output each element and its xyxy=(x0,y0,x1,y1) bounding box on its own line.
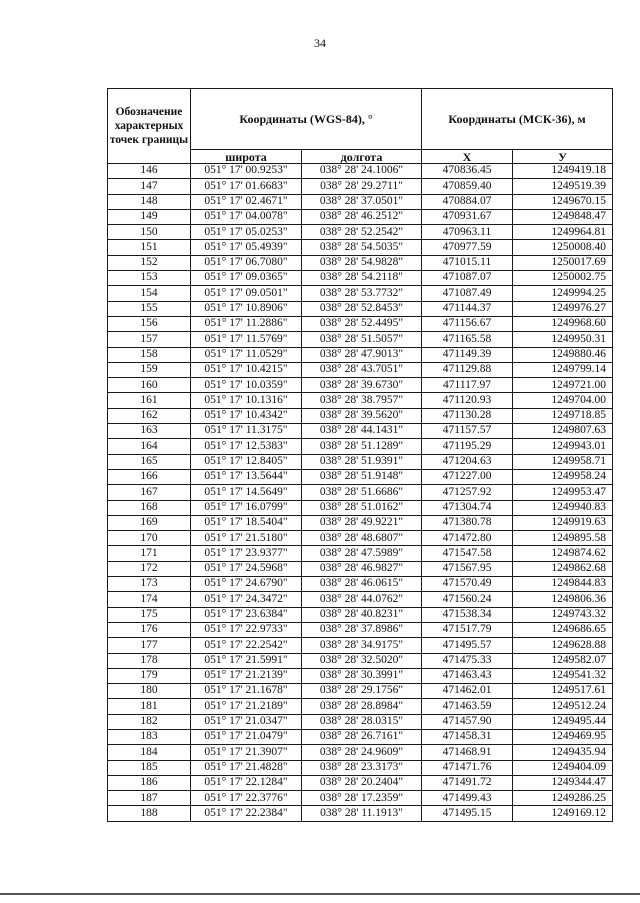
latitude-cell: 051° 17' 21.5991" xyxy=(191,653,302,668)
point-id-cell: 172 xyxy=(108,561,191,576)
page-number: 34 xyxy=(314,36,326,50)
latitude-cell: 051° 17' 16.0799" xyxy=(191,500,302,515)
x-cell: 471463.59 xyxy=(422,699,513,714)
longitude-cell: 038° 28' 47.9013" xyxy=(302,347,422,362)
point-id-cell: 157 xyxy=(108,332,191,347)
table-row xyxy=(108,469,613,484)
point-id-cell: 167 xyxy=(108,485,191,500)
y-cell: 1249519.39 xyxy=(513,179,613,194)
longitude-cell: 038° 28' 54.5035" xyxy=(302,240,422,255)
x-cell: 471462.01 xyxy=(422,684,513,699)
y-cell: 1249950.31 xyxy=(513,332,613,347)
point-id-cell: 181 xyxy=(108,699,191,714)
x-cell: 471495.15 xyxy=(422,806,513,821)
longitude-cell: 038° 28' 49.9221" xyxy=(302,515,422,530)
latitude-cell: 051° 17' 06.7080" xyxy=(191,255,302,270)
point-id-cell: 178 xyxy=(108,653,191,668)
y-cell: 1249994.25 xyxy=(513,286,613,301)
x-cell: 471560.24 xyxy=(422,592,513,607)
table-body xyxy=(108,164,613,822)
point-id-cell: 150 xyxy=(108,225,191,240)
x-cell: 470859.40 xyxy=(422,179,513,194)
latitude-cell: 051° 17' 22.1284" xyxy=(191,775,302,790)
y-cell: 1249964.81 xyxy=(513,225,613,240)
table-row xyxy=(108,653,613,668)
y-cell: 1249940.83 xyxy=(513,500,613,515)
y-cell: 1249919.63 xyxy=(513,515,613,530)
x-cell: 471475.33 xyxy=(422,653,513,668)
point-id-cell: 183 xyxy=(108,729,191,744)
x-cell: 471204.63 xyxy=(422,454,513,469)
latitude-cell: 051° 17' 24.6790" xyxy=(191,577,302,592)
y-cell: 1249435.94 xyxy=(513,745,613,760)
y-cell: 1249541.32 xyxy=(513,668,613,683)
x-cell: 471120.93 xyxy=(422,393,513,408)
longitude-cell: 038° 28' 29.1756" xyxy=(302,684,422,699)
x-cell: 471117.97 xyxy=(422,378,513,393)
x-cell: 471499.43 xyxy=(422,791,513,806)
latitude-cell: 051° 17' 21.2139" xyxy=(191,668,302,683)
latitude-cell: 051° 17' 11.0529" xyxy=(191,347,302,362)
point-id-cell: 177 xyxy=(108,638,191,653)
point-id-cell: 184 xyxy=(108,745,191,760)
table-row xyxy=(108,378,613,393)
latitude-cell: 051° 17' 10.4342" xyxy=(191,408,302,423)
y-cell: 1249344.47 xyxy=(513,775,613,790)
x-cell: 471547.58 xyxy=(422,546,513,561)
table-row xyxy=(108,164,613,179)
y-cell: 1249721.00 xyxy=(513,378,613,393)
point-id-cell: 146 xyxy=(108,164,191,179)
point-id-cell: 151 xyxy=(108,240,191,255)
y-cell: 1249517.61 xyxy=(513,684,613,699)
x-cell: 470963.11 xyxy=(422,225,513,240)
x-cell: 471015.11 xyxy=(422,255,513,270)
y-cell: 1249743.32 xyxy=(513,607,613,622)
latitude-cell: 051° 17' 12.8405" xyxy=(191,454,302,469)
page-bottom-divider xyxy=(0,893,640,895)
y-cell: 1249976.27 xyxy=(513,301,613,316)
latitude-cell: 051° 17' 10.4215" xyxy=(191,362,302,377)
latitude-cell: 051° 17' 22.2384" xyxy=(191,806,302,821)
point-id-cell: 173 xyxy=(108,577,191,592)
longitude-cell: 038° 28' 11.1913" xyxy=(302,806,422,821)
latitude-cell: 051° 17' 11.2886" xyxy=(191,316,302,331)
x-cell: 471468.91 xyxy=(422,745,513,760)
x-cell: 471129.88 xyxy=(422,362,513,377)
longitude-cell: 038° 28' 52.8453" xyxy=(302,301,422,316)
point-id-cell: 164 xyxy=(108,439,191,454)
longitude-cell: 038° 28' 48.6807" xyxy=(302,531,422,546)
table-row xyxy=(108,347,613,362)
table-row xyxy=(108,485,613,500)
point-id-cell: 166 xyxy=(108,469,191,484)
longitude-cell: 038° 28' 40.8231" xyxy=(302,607,422,622)
y-cell: 1249958.71 xyxy=(513,454,613,469)
table-row xyxy=(108,408,613,423)
latitude-cell: 051° 17' 04.0078" xyxy=(191,209,302,224)
x-cell: 471457.90 xyxy=(422,714,513,729)
latitude-cell: 051° 17' 21.4828" xyxy=(191,760,302,775)
longitude-cell: 038° 28' 51.0162" xyxy=(302,500,422,515)
latitude-cell: 051° 17' 11.5769" xyxy=(191,332,302,347)
table-row xyxy=(108,760,613,775)
coordinates-table xyxy=(107,88,613,822)
longitude-cell: 038° 28' 32.5020" xyxy=(302,653,422,668)
point-id-cell: 170 xyxy=(108,531,191,546)
y-cell: 1249943.01 xyxy=(513,439,613,454)
y-cell: 1249670.15 xyxy=(513,194,613,209)
y-cell: 1249807.63 xyxy=(513,424,613,439)
longitude-cell: 038° 28' 24.1006" xyxy=(302,164,422,179)
longitude-cell: 038° 28' 37.8986" xyxy=(302,622,422,637)
table-row xyxy=(108,225,613,240)
table-row xyxy=(108,393,613,408)
latitude-cell: 051° 17' 23.6384" xyxy=(191,607,302,622)
table-row xyxy=(108,271,613,286)
x-cell: 470884.07 xyxy=(422,194,513,209)
point-id-cell: 187 xyxy=(108,791,191,806)
table-row xyxy=(108,439,613,454)
longitude-cell: 038° 28' 44.0762" xyxy=(302,592,422,607)
longitude-cell: 038° 28' 54.2118" xyxy=(302,271,422,286)
longitude-cell: 038° 28' 38.7957" xyxy=(302,393,422,408)
x-cell: 471567.95 xyxy=(422,561,513,576)
x-cell: 471149.39 xyxy=(422,347,513,362)
longitude-cell: 038° 28' 26.7161" xyxy=(302,729,422,744)
latitude-cell: 051° 17' 21.5180" xyxy=(191,531,302,546)
longitude-cell: 038° 28' 51.1289" xyxy=(302,439,422,454)
latitude-cell: 051° 17' 10.8906" xyxy=(191,301,302,316)
header-wgs84: Координаты (WGS-84), ° xyxy=(191,89,422,150)
point-id-cell: 160 xyxy=(108,378,191,393)
x-cell: 470836.45 xyxy=(422,164,513,179)
x-cell: 470977.59 xyxy=(422,240,513,255)
latitude-cell: 051° 17' 24.5968" xyxy=(191,561,302,576)
x-cell: 471195.29 xyxy=(422,439,513,454)
point-id-cell: 168 xyxy=(108,500,191,515)
latitude-cell: 051° 17' 11.3175" xyxy=(191,424,302,439)
latitude-cell: 051° 17' 24.3472" xyxy=(191,592,302,607)
longitude-cell: 038° 28' 47.5989" xyxy=(302,546,422,561)
table-row xyxy=(108,316,613,331)
longitude-cell: 038° 28' 51.9391" xyxy=(302,454,422,469)
table-row xyxy=(108,531,613,546)
y-cell: 1249806.36 xyxy=(513,592,613,607)
x-cell: 471156.67 xyxy=(422,316,513,331)
point-id-cell: 155 xyxy=(108,301,191,316)
point-id-cell: 149 xyxy=(108,209,191,224)
y-cell: 1249968.60 xyxy=(513,316,613,331)
x-cell: 470931.67 xyxy=(422,209,513,224)
point-id-cell: 180 xyxy=(108,684,191,699)
x-cell: 471144.37 xyxy=(422,301,513,316)
longitude-cell: 038° 28' 51.9148" xyxy=(302,469,422,484)
latitude-cell: 051° 17' 23.9377" xyxy=(191,546,302,561)
point-id-cell: 179 xyxy=(108,668,191,683)
point-id-cell: 154 xyxy=(108,286,191,301)
table-row xyxy=(108,791,613,806)
longitude-cell: 038° 28' 54.9828" xyxy=(302,255,422,270)
longitude-cell: 038° 28' 28.0315" xyxy=(302,714,422,729)
y-cell: 1249953.47 xyxy=(513,485,613,500)
longitude-cell: 038° 28' 20.2404" xyxy=(302,775,422,790)
x-cell: 471471.76 xyxy=(422,760,513,775)
point-id-cell: 162 xyxy=(108,408,191,423)
header-y: У xyxy=(513,150,613,164)
table-row xyxy=(108,622,613,637)
y-cell: 1249419.18 xyxy=(513,164,613,179)
longitude-cell: 038° 28' 51.6686" xyxy=(302,485,422,500)
latitude-cell: 051° 17' 02.4671" xyxy=(191,194,302,209)
point-id-cell: 176 xyxy=(108,622,191,637)
y-cell: 1249469.95 xyxy=(513,729,613,744)
table-row xyxy=(108,745,613,760)
x-cell: 471304.74 xyxy=(422,500,513,515)
point-id-cell: 158 xyxy=(108,347,191,362)
x-cell: 471380.78 xyxy=(422,515,513,530)
table-row xyxy=(108,561,613,576)
table-row xyxy=(108,424,613,439)
point-id-cell: 147 xyxy=(108,179,191,194)
longitude-cell: 038° 28' 52.2542" xyxy=(302,225,422,240)
table-row xyxy=(108,638,613,653)
table-row xyxy=(108,577,613,592)
latitude-cell: 051° 17' 21.2189" xyxy=(191,699,302,714)
x-cell: 471495.57 xyxy=(422,638,513,653)
latitude-cell: 051° 17' 13.5644" xyxy=(191,469,302,484)
point-id-cell: 185 xyxy=(108,760,191,775)
point-id-cell: 156 xyxy=(108,316,191,331)
latitude-cell: 051° 17' 05.4939" xyxy=(191,240,302,255)
point-id-cell: 182 xyxy=(108,714,191,729)
table-row xyxy=(108,714,613,729)
table-row xyxy=(108,286,613,301)
y-cell: 1249704.00 xyxy=(513,393,613,408)
y-cell: 1249628.88 xyxy=(513,638,613,653)
latitude-cell: 051° 17' 21.3907" xyxy=(191,745,302,760)
latitude-cell: 051° 17' 14.5649" xyxy=(191,485,302,500)
y-cell: 1249874.62 xyxy=(513,546,613,561)
table-row xyxy=(108,179,613,194)
x-cell: 471087.49 xyxy=(422,286,513,301)
latitude-cell: 051° 17' 12.5383" xyxy=(191,439,302,454)
table-row xyxy=(108,806,613,821)
point-id-cell: 153 xyxy=(108,271,191,286)
x-cell: 471458.31 xyxy=(422,729,513,744)
y-cell: 1249844.83 xyxy=(513,577,613,592)
table-row xyxy=(108,209,613,224)
latitude-cell: 051° 17' 21.0347" xyxy=(191,714,302,729)
table-row xyxy=(108,668,613,683)
point-id-cell: 165 xyxy=(108,454,191,469)
longitude-cell: 038° 28' 23.3173" xyxy=(302,760,422,775)
point-id-cell: 163 xyxy=(108,424,191,439)
table-row xyxy=(108,729,613,744)
table-row xyxy=(108,775,613,790)
x-cell: 471165.58 xyxy=(422,332,513,347)
y-cell: 1249718.85 xyxy=(513,408,613,423)
x-cell: 471570.49 xyxy=(422,577,513,592)
x-cell: 471257.92 xyxy=(422,485,513,500)
y-cell: 1249895.58 xyxy=(513,531,613,546)
latitude-cell: 051° 17' 09.0501" xyxy=(191,286,302,301)
point-id-cell: 186 xyxy=(108,775,191,790)
y-cell: 1250017.69 xyxy=(513,255,613,270)
x-cell: 471157.57 xyxy=(422,424,513,439)
table-row xyxy=(108,362,613,377)
longitude-cell: 038° 28' 29.2711" xyxy=(302,179,422,194)
longitude-cell: 038° 28' 34.9175" xyxy=(302,638,422,653)
table-row xyxy=(108,592,613,607)
latitude-cell: 051° 17' 22.3776" xyxy=(191,791,302,806)
longitude-cell: 038° 28' 46.2512" xyxy=(302,209,422,224)
point-id-cell: 152 xyxy=(108,255,191,270)
point-id-cell: 188 xyxy=(108,806,191,821)
table-row xyxy=(108,255,613,270)
point-id-cell: 148 xyxy=(108,194,191,209)
longitude-cell: 038° 28' 44.1431" xyxy=(302,424,422,439)
longitude-cell: 038° 28' 24.9609" xyxy=(302,745,422,760)
y-cell: 1250002.75 xyxy=(513,271,613,286)
longitude-cell: 038° 28' 46.9827" xyxy=(302,561,422,576)
table-row xyxy=(108,332,613,347)
y-cell: 1249582.07 xyxy=(513,653,613,668)
longitude-cell: 038° 28' 51.5057" xyxy=(302,332,422,347)
table-row xyxy=(108,699,613,714)
point-id-cell: 169 xyxy=(108,515,191,530)
table-row xyxy=(108,301,613,316)
table-row xyxy=(108,240,613,255)
table-row xyxy=(108,454,613,469)
longitude-cell: 038° 28' 52.4495" xyxy=(302,316,422,331)
y-cell: 1249512.24 xyxy=(513,699,613,714)
longitude-cell: 038° 28' 39.5620" xyxy=(302,408,422,423)
x-cell: 471472.80 xyxy=(422,531,513,546)
longitude-cell: 038° 28' 28.8984" xyxy=(302,699,422,714)
x-cell: 471538.34 xyxy=(422,607,513,622)
y-cell: 1249686.65 xyxy=(513,622,613,637)
latitude-cell: 051° 17' 01.6683" xyxy=(191,179,302,194)
y-cell: 1249169.12 xyxy=(513,806,613,821)
longitude-cell: 038° 28' 17.2359" xyxy=(302,791,422,806)
header-longitude: долгота xyxy=(302,150,422,164)
point-id-cell: 171 xyxy=(108,546,191,561)
header-point-designation: Обозначение характерных точек границы xyxy=(108,89,191,164)
header-latitude: широта xyxy=(191,150,302,164)
latitude-cell: 051° 17' 00.9253" xyxy=(191,164,302,179)
table-row xyxy=(108,194,613,209)
x-cell: 471463.43 xyxy=(422,668,513,683)
point-id-cell: 175 xyxy=(108,607,191,622)
latitude-cell: 051° 17' 22.9733" xyxy=(191,622,302,637)
latitude-cell: 051° 17' 22.2542" xyxy=(191,638,302,653)
point-id-cell: 174 xyxy=(108,592,191,607)
latitude-cell: 051° 17' 10.1316" xyxy=(191,393,302,408)
longitude-cell: 038° 28' 46.0615" xyxy=(302,577,422,592)
x-cell: 471517.79 xyxy=(422,622,513,637)
latitude-cell: 051° 17' 21.1678" xyxy=(191,684,302,699)
latitude-cell: 051° 17' 05.0253" xyxy=(191,225,302,240)
x-cell: 471491.72 xyxy=(422,775,513,790)
point-id-cell: 161 xyxy=(108,393,191,408)
latitude-cell: 051° 17' 21.0479" xyxy=(191,729,302,744)
table-row xyxy=(108,500,613,515)
table-row xyxy=(108,607,613,622)
latitude-cell: 051° 17' 09.0365" xyxy=(191,271,302,286)
longitude-cell: 038° 28' 37.0501" xyxy=(302,194,422,209)
y-cell: 1249286.25 xyxy=(513,791,613,806)
y-cell: 1249404.09 xyxy=(513,760,613,775)
y-cell: 1249848.47 xyxy=(513,209,613,224)
table-row xyxy=(108,515,613,530)
table-row xyxy=(108,684,613,699)
longitude-cell: 038° 28' 39.6730" xyxy=(302,378,422,393)
x-cell: 471087.07 xyxy=(422,271,513,286)
x-cell: 471227.00 xyxy=(422,469,513,484)
y-cell: 1249880.46 xyxy=(513,347,613,362)
y-cell: 1249958.24 xyxy=(513,469,613,484)
y-cell: 1250008.40 xyxy=(513,240,613,255)
longitude-cell: 038° 28' 30.3991" xyxy=(302,668,422,683)
latitude-cell: 051° 17' 18.5404" xyxy=(191,515,302,530)
y-cell: 1249862.68 xyxy=(513,561,613,576)
longitude-cell: 038° 28' 43.7051" xyxy=(302,362,422,377)
y-cell: 1249799.14 xyxy=(513,362,613,377)
table-row xyxy=(108,546,613,561)
longitude-cell: 038° 28' 53.7732" xyxy=(302,286,422,301)
latitude-cell: 051° 17' 10.0359" xyxy=(191,378,302,393)
y-cell: 1249495.44 xyxy=(513,714,613,729)
header-msk36: Координаты (МСК-36), м xyxy=(422,89,613,150)
point-id-cell: 159 xyxy=(108,362,191,377)
x-cell: 471130.28 xyxy=(422,408,513,423)
header-x: X xyxy=(422,150,513,164)
